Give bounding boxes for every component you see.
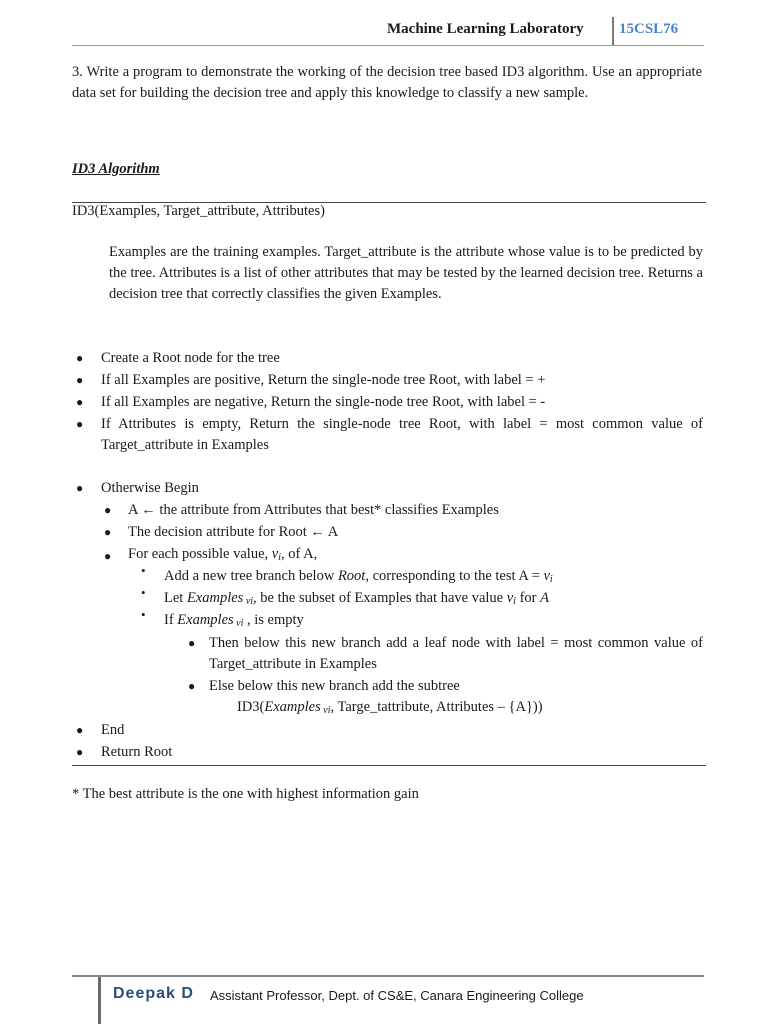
bullet-dot-icon: ● — [188, 679, 196, 693]
let-text: Let — [164, 590, 187, 606]
step-all-positive: If all Examples are positive, Return the single-node tree Root, with label = + — [101, 372, 546, 388]
step-add-branch — [164, 566, 553, 590]
step-all-negative: If all Examples are negative, Return the single-node tree Root, with label = - — [101, 394, 546, 410]
algorithm-bottom-rule — [72, 765, 706, 766]
footer-divider — [72, 975, 704, 977]
bullet-dot-icon: ● — [76, 395, 84, 409]
header-title: Machine Learning Laboratory — [387, 21, 584, 37]
footer-author-role: Assistant Professor, Dept. of CS&E, Canara Engineering College — [210, 988, 584, 1003]
bullet-dot-icon: ● — [76, 351, 84, 365]
foreach-subscript: i — [278, 552, 281, 563]
let-for: for — [515, 590, 541, 606]
foreach-text-end: , of A, — [280, 546, 318, 562]
header-divider — [72, 45, 704, 46]
algorithm-signature: ID3(Examples, Target_attribute, Attributes) — [72, 203, 325, 219]
step-create-root: Create a Root node for the tree — [101, 350, 280, 366]
foreach-text: For each possible value, — [128, 546, 272, 562]
question-text: 3. Write a program to demonstrate the working of the decision tree based ID3 algorithm. Use an appropriate data set for building the decision tree and apply this knowledge to classify a new sample. — [72, 64, 702, 101]
bullet-dot-icon: • — [141, 607, 146, 622]
recurse-subscript: vi — [320, 705, 331, 716]
add-branch-test: , corresponding to the test A = — [365, 568, 544, 584]
bullet-dot-icon: ● — [76, 373, 84, 387]
step-best-attribute: A ← the attribute from Attributes that best* classifies Examples — [128, 502, 499, 518]
add-branch-root: Root — [337, 568, 366, 584]
step-end: End — [101, 722, 125, 738]
add-branch-subscript: i — [549, 574, 553, 585]
let-examples: Examples — [186, 590, 244, 606]
if-subscript: vi — [233, 618, 244, 629]
footer-bar — [98, 977, 101, 1024]
bullet-dot-icon: ● — [76, 723, 84, 737]
add-branch-text: Add a new tree branch below — [164, 568, 338, 584]
step-for-each-value — [128, 544, 317, 568]
let-text-mid: , be the subset of Examples that have value — [253, 590, 507, 606]
step-then-leaf: Then below this new branch add a leaf node with label = most common value of Target_attribute in Examples — [209, 635, 703, 672]
step-recursive-call — [237, 697, 543, 721]
foreach-variable: v — [271, 546, 279, 562]
let-variable: v — [506, 590, 514, 606]
bullet-dot-icon: • — [141, 585, 146, 600]
step-else-subtree: Else below this new branch add the subtree — [209, 678, 460, 694]
step-let-examples — [164, 588, 549, 612]
bullet-dot-icon: ● — [76, 745, 84, 759]
bullet-dot-icon: ● — [104, 525, 112, 539]
let-subscript: vi — [243, 596, 254, 607]
footnote: * The best attribute is the one with highest information gain — [72, 786, 419, 802]
step-return-root: Return Root — [101, 744, 173, 760]
bullet-dot-icon: ● — [104, 503, 112, 517]
step-if-empty — [164, 610, 304, 634]
course-code: 15CSL76 — [619, 21, 679, 37]
let-variable-subscript: i — [513, 596, 516, 607]
section-heading: ID3 Algorithm — [72, 161, 160, 177]
if-examples: Examples — [177, 612, 234, 628]
bullet-dot-icon: ● — [76, 417, 84, 431]
step-attributes-empty: If Attributes is empty, Return the single-node tree Root, with label = most common value of Target_attribute in Examples — [101, 416, 703, 453]
bullet-dot-icon: • — [141, 563, 146, 578]
recurse-text: ID3( — [237, 699, 265, 715]
if-text-end: , is empty — [243, 612, 304, 628]
step-decision-attribute: The decision attribute for Root ← A — [128, 524, 339, 540]
bullet-dot-icon: ● — [104, 549, 112, 563]
let-attribute: A — [540, 590, 549, 606]
bullet-dot-icon: ● — [76, 481, 84, 495]
bullet-dot-icon: ● — [188, 636, 196, 650]
if-text: If — [164, 612, 178, 628]
step-otherwise-begin: Otherwise Begin — [101, 480, 199, 496]
add-branch-variable: v — [543, 568, 550, 584]
recurse-text-end: , Targe_tattribute, Attributes – {A})) — [330, 699, 543, 715]
algorithm-description: Examples are the training examples. Target_attribute is the attribute whose value is to be predicted by the tree. Attributes is a list of other attributes that may be tested by the learned decision tree. Returns a decision tree that correctly classifies the given Examples. — [109, 244, 703, 302]
recurse-examples: Examples — [264, 699, 321, 715]
footer-author-name: Deepak D — [113, 985, 194, 1002]
header-separator — [612, 17, 614, 45]
